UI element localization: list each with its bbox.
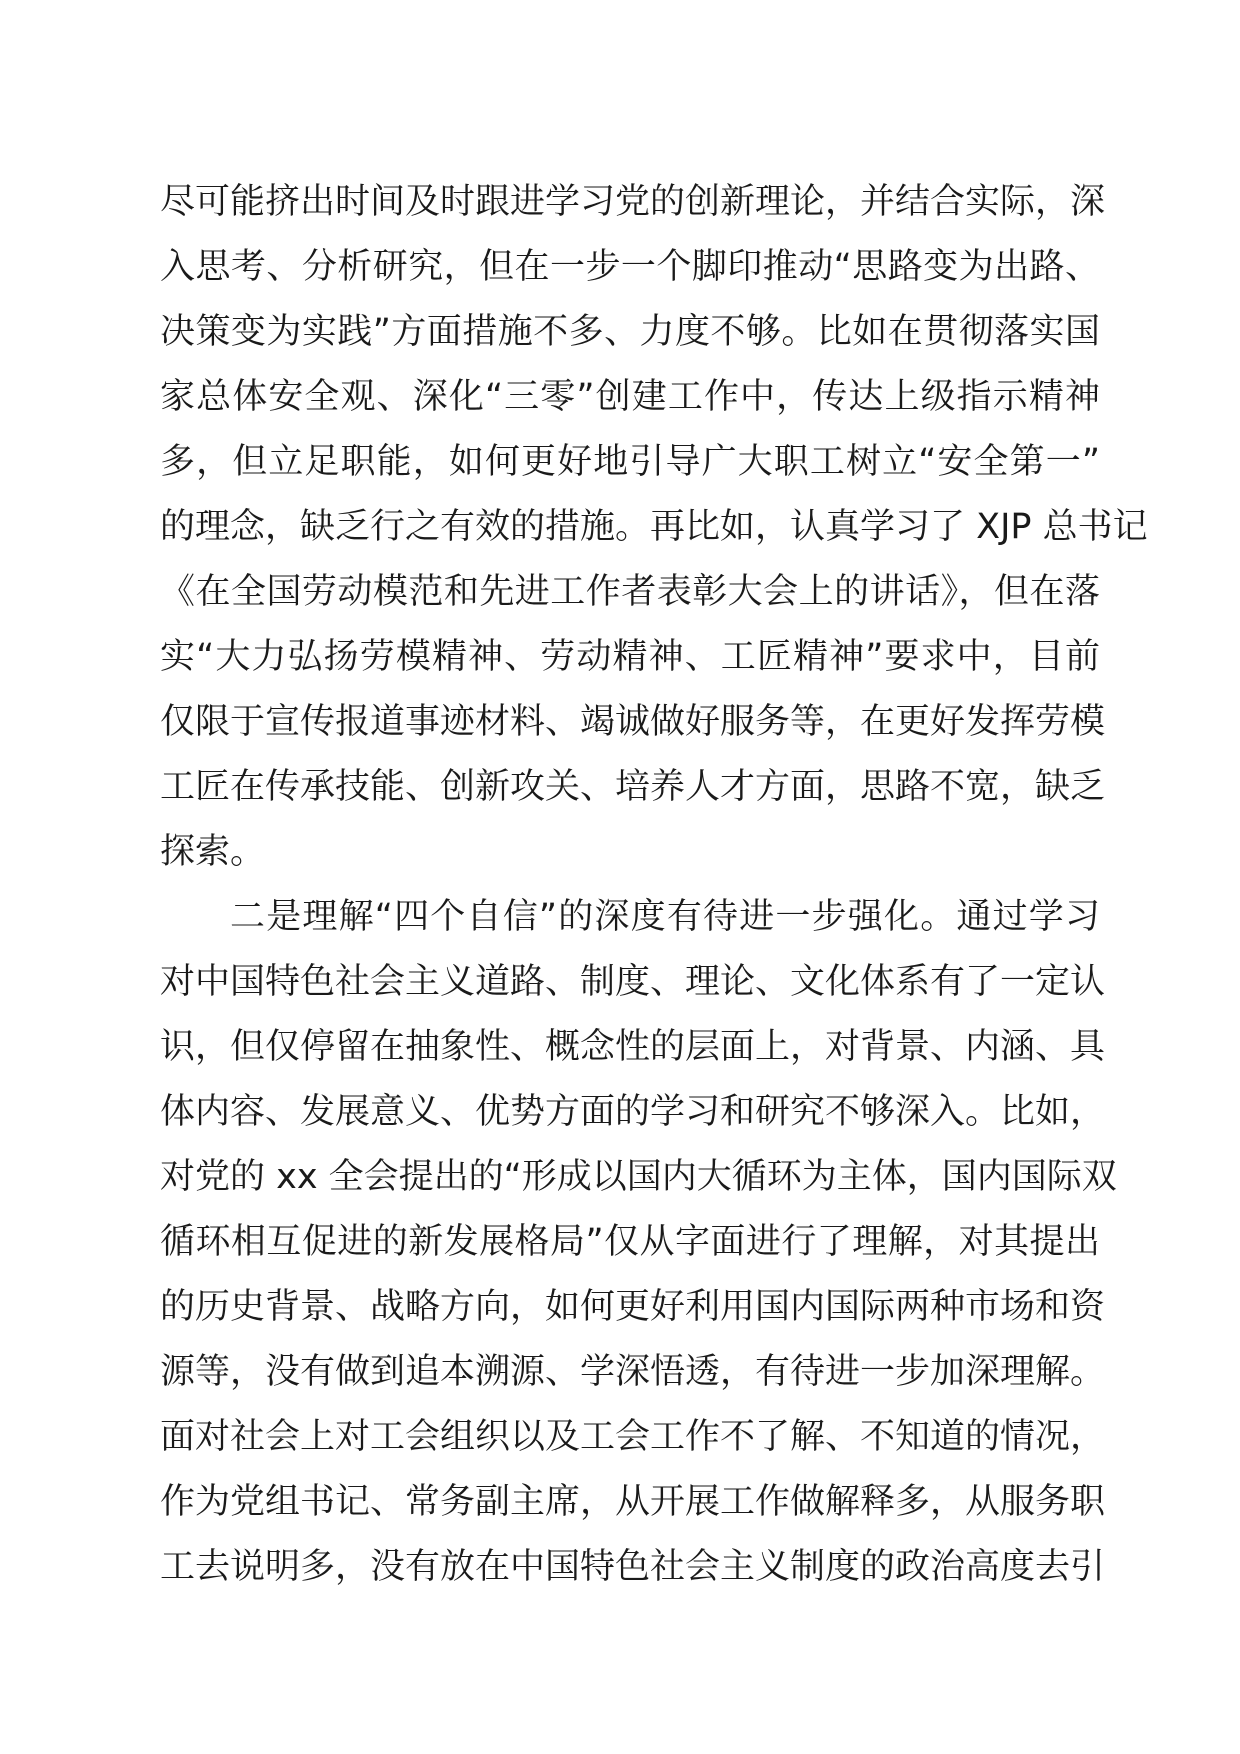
text-line: 探索。 [160,832,266,872]
text-line: 家总体安全观、深化“三零”创建工作中，传达上级指示精神 [160,377,1100,417]
text-line: 工匠在传承技能、创新攻关、培养人才方面，思路不宽，缺乏 [160,767,1106,807]
text-line: 入思考、分析研究，但在一步一个脚印推动“思路变为出路、 [160,247,1100,287]
text-line: 《在全国劳动模范和先进工作者表彰大会上的讲话》，但在落 [160,572,1100,612]
text-line: 作为党组书记、常务副主席，从开展工作做解释多，从服务职 [160,1482,1106,1522]
text-line: 决策变为实践”方面措施不多、力度不够。比如在贯彻落实国 [160,312,1100,352]
text-line: 的理念，缺乏行之有效的措施。再比如，认真学习了 XJP 总书记 [160,507,1148,547]
body-text [160,170,1148,1600]
text-line: 仅限于宣传报道事迹材料、竭诚做好服务等，在更好发挥劳模 [160,702,1106,742]
paragraph-first-line: 二是理解“四个自信”的深度有待进一步强化。通过学习 [230,897,1100,937]
text-line: 面对社会上对工会组织以及工会工作不了解、不知道的情况， [160,1417,1106,1457]
text-line: 尽可能挤出时间及时跟进学习党的创新理论，并结合实际，深 [160,182,1106,222]
text-line: 体内容、发展意义、优势方面的学习和研究不够深入。比如， [160,1092,1106,1132]
text-line: 源等，没有做到追本溯源、学深悟透，有待进一步加深理解。 [160,1352,1106,1392]
text-line: 识，但仅停留在抽象性、概念性的层面上，对背景、内涵、具 [160,1027,1106,1067]
text-line: 实“大力弘扬劳模精神、劳动精神、工匠精神”要求中，目前 [160,637,1100,677]
text-line: 对中国特色社会主义道路、制度、理论、文化体系有了一定认 [160,962,1106,1002]
text-line: 的历史背景、战略方向，如何更好利用国内国际两种市场和资 [160,1287,1106,1327]
text-line: 工去说明多，没有放在中国特色社会主义制度的政治高度去引 [160,1547,1106,1587]
text-line: 对党的 xx 全会提出的“形成以国内大循环为主体，国内国际双 [160,1157,1117,1197]
text-line: 循环相互促进的新发展格局”仅从字面进行了理解，对其提出 [160,1222,1100,1262]
text-line: 多，但立足职能，如何更好地引导广大职工树立“安全第一” [160,442,1100,482]
